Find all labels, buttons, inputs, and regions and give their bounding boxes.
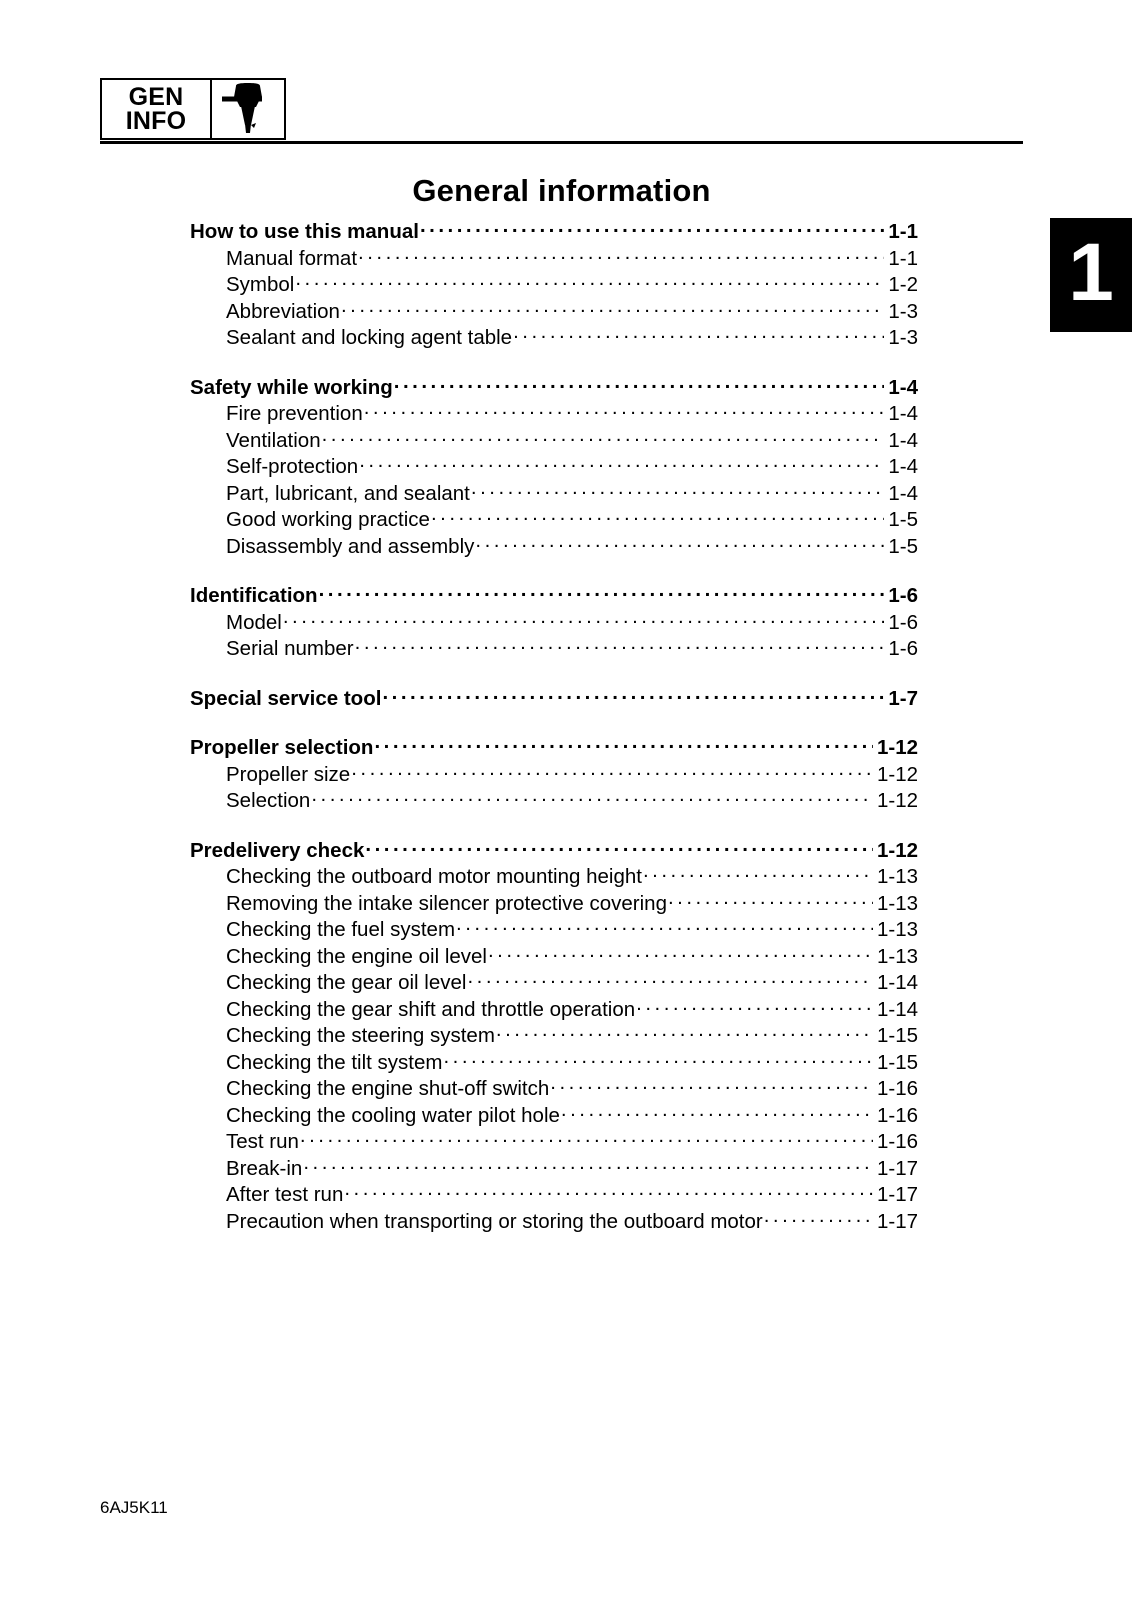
toc-leader-dots xyxy=(550,1079,873,1095)
toc-item-page: 1-1 xyxy=(888,246,918,270)
toc-leader-dots xyxy=(311,791,873,807)
toc-section-row[interactable] xyxy=(190,736,918,763)
toc-item-row[interactable] xyxy=(190,1183,918,1210)
outboard-motor-icon xyxy=(212,80,284,138)
table-of-contents xyxy=(190,220,918,1236)
toc-item-row[interactable] xyxy=(190,918,918,945)
toc-item-page: 1-5 xyxy=(888,508,918,531)
toc-item-row[interactable] xyxy=(190,789,918,816)
toc-item-label: Serial number xyxy=(226,637,354,660)
toc-leader-dots xyxy=(322,431,885,447)
toc-leader-dots xyxy=(351,765,873,781)
toc-item-row[interactable] xyxy=(190,247,918,274)
toc-item-row[interactable] xyxy=(190,1157,918,1184)
toc-item-label: Checking the cooling water pilot hole xyxy=(226,1103,560,1127)
toc-item-row[interactable] xyxy=(190,429,918,456)
toc-item-page: 1-5 xyxy=(888,534,918,558)
toc-leader-dots xyxy=(643,867,873,883)
toc-group xyxy=(190,220,918,353)
toc-item-label: Model xyxy=(226,610,282,634)
toc-section-label: How to use this manual xyxy=(190,220,419,243)
toc-leader-dots xyxy=(467,973,873,989)
toc-item-page: 1-12 xyxy=(876,789,918,812)
toc-item-page: 1-16 xyxy=(876,1103,918,1127)
toc-section-page: 1-12 xyxy=(876,838,918,862)
toc-item-label: Ventilation xyxy=(226,428,321,452)
toc-item-page: 1-13 xyxy=(876,891,918,915)
toc-leader-dots xyxy=(475,537,884,553)
toc-item-row[interactable] xyxy=(190,1024,918,1051)
toc-item-label: Abbreviation xyxy=(226,299,340,323)
toc-item-label: Good working practice xyxy=(226,508,430,531)
toc-item-label: Break-in xyxy=(226,1156,303,1180)
toc-item-label: Fire prevention xyxy=(226,402,363,425)
toc-item-page: 1-15 xyxy=(876,1024,918,1047)
toc-item-row[interactable] xyxy=(190,611,918,638)
toc-item-label: Precaution when transporting or storing the outboard motor xyxy=(226,1209,763,1233)
toc-item-page: 1-15 xyxy=(876,1050,918,1074)
chapter-tab-number: 1 xyxy=(1068,227,1114,318)
toc-leader-dots xyxy=(365,841,873,857)
toc-leader-dots xyxy=(668,894,873,910)
toc-section-page: 1-12 xyxy=(876,736,918,759)
toc-item-page: 1-3 xyxy=(888,299,918,323)
toc-leader-dots xyxy=(636,1000,873,1016)
toc-item-page: 1-3 xyxy=(888,326,918,349)
toc-section-row[interactable] xyxy=(190,839,918,866)
chapter-tab-marker xyxy=(1050,218,1132,332)
toc-item-page: 1-4 xyxy=(888,428,918,452)
toc-leader-dots xyxy=(764,1212,873,1228)
toc-item-label: Checking the engine oil level xyxy=(226,944,487,968)
toc-item-page: 1-2 xyxy=(888,273,918,296)
toc-leader-dots xyxy=(443,1053,872,1069)
toc-item-page: 1-4 xyxy=(888,481,918,505)
toc-item-page: 1-12 xyxy=(876,762,918,786)
toc-item-page: 1-4 xyxy=(888,455,918,478)
toc-item-label: Checking the gear shift and throttle operation xyxy=(226,997,636,1021)
toc-leader-dots xyxy=(394,378,885,394)
toc-item-row[interactable] xyxy=(190,300,918,327)
chapter-badge-line1: GEN xyxy=(128,82,184,111)
toc-section-label: Propeller selection xyxy=(190,736,374,759)
toc-item-row[interactable] xyxy=(190,637,918,664)
toc-item-page: 1-16 xyxy=(876,1077,918,1100)
toc-item-label: Manual format xyxy=(226,246,358,270)
toc-section-row[interactable] xyxy=(190,584,918,611)
toc-leader-dots xyxy=(471,484,884,500)
toc-section-page: 1-1 xyxy=(888,220,918,243)
toc-section-row[interactable] xyxy=(190,376,918,403)
toc-section-label: Identification xyxy=(190,584,318,607)
toc-item-label: After test run xyxy=(226,1183,344,1206)
toc-leader-dots xyxy=(295,275,884,291)
toc-item-row[interactable] xyxy=(190,508,918,535)
toc-leader-dots xyxy=(496,1026,873,1042)
toc-item-row[interactable] xyxy=(190,865,918,892)
chapter-badge xyxy=(100,78,286,140)
toc-item-page: 1-16 xyxy=(876,1130,918,1153)
toc-item-label: Checking the engine shut-off switch xyxy=(226,1077,550,1100)
page-title: General information xyxy=(412,172,711,208)
toc-leader-dots xyxy=(561,1106,873,1122)
toc-item-row[interactable] xyxy=(190,1210,918,1237)
toc-item-label: Checking the outboard motor mounting height xyxy=(226,865,642,888)
toc-item-row[interactable] xyxy=(190,971,918,998)
toc-item-row[interactable] xyxy=(190,1051,918,1078)
toc-item-row[interactable] xyxy=(190,402,918,429)
toc-section-row[interactable] xyxy=(190,687,918,714)
toc-item-row[interactable] xyxy=(190,1130,918,1157)
chapter-badge-label xyxy=(102,80,212,138)
toc-leader-dots xyxy=(355,639,885,655)
toc-group xyxy=(190,376,918,562)
toc-item-page: 1-13 xyxy=(876,944,918,968)
toc-item-row[interactable] xyxy=(190,326,918,353)
toc-item-row[interactable] xyxy=(190,273,918,300)
toc-group xyxy=(190,687,918,714)
toc-section-label: Safety while working xyxy=(190,375,393,399)
toc-item-label: Propeller size xyxy=(226,762,351,786)
toc-item-label: Self-protection xyxy=(226,455,359,478)
toc-item-page: 1-14 xyxy=(876,971,918,994)
toc-section-row[interactable] xyxy=(190,220,918,247)
toc-group xyxy=(190,736,918,816)
toc-item-row[interactable] xyxy=(190,945,918,972)
toc-item-label: Checking the gear oil level xyxy=(226,971,467,994)
toc-item-label: Symbol xyxy=(226,273,295,296)
toc-leader-dots xyxy=(456,920,873,936)
toc-leader-dots xyxy=(420,222,884,238)
toc-group xyxy=(190,839,918,1237)
toc-item-page: 1-17 xyxy=(876,1156,918,1180)
toc-item-label: Checking the steering system xyxy=(226,1024,495,1047)
toc-leader-dots xyxy=(344,1185,873,1201)
toc-item-page: 1-17 xyxy=(876,1209,918,1233)
toc-section-page: 1-7 xyxy=(888,686,918,710)
toc-item-page: 1-13 xyxy=(876,865,918,888)
toc-group xyxy=(190,584,918,664)
toc-item-page: 1-6 xyxy=(888,637,918,660)
toc-section-page: 1-6 xyxy=(888,584,918,607)
chapter-badge-line2: INFO xyxy=(125,107,187,135)
toc-leader-dots xyxy=(374,738,873,754)
header-divider-rule xyxy=(100,141,1023,144)
toc-item-row[interactable] xyxy=(190,892,918,919)
toc-item-row[interactable] xyxy=(190,1077,918,1104)
toc-item-row[interactable] xyxy=(190,535,918,562)
footer-document-code: 6AJ5K11 xyxy=(100,1498,168,1517)
toc-item-label: Test run xyxy=(226,1130,299,1153)
toc-section-page: 1-4 xyxy=(888,375,918,399)
toc-leader-dots xyxy=(319,586,885,602)
toc-item-row[interactable] xyxy=(190,482,918,509)
toc-item-label: Checking the fuel system xyxy=(226,918,456,941)
toc-item-row[interactable] xyxy=(190,455,918,482)
toc-item-label: Part, lubricant, and sealant xyxy=(226,481,470,505)
toc-leader-dots xyxy=(382,689,884,705)
toc-leader-dots xyxy=(359,457,884,473)
toc-item-label: Checking the tilt system xyxy=(226,1050,443,1074)
toc-leader-dots xyxy=(431,510,884,526)
toc-leader-dots xyxy=(364,404,885,420)
toc-item-page: 1-13 xyxy=(876,918,918,941)
toc-item-page: 1-17 xyxy=(876,1183,918,1206)
toc-leader-dots xyxy=(303,1159,873,1175)
toc-leader-dots xyxy=(300,1132,873,1148)
toc-leader-dots xyxy=(283,613,885,629)
toc-leader-dots xyxy=(513,328,884,344)
toc-leader-dots xyxy=(341,302,884,318)
toc-item-label: Removing the intake silencer protective covering xyxy=(226,891,667,915)
toc-item-label: Sealant and locking agent table xyxy=(226,326,513,349)
toc-item-row[interactable] xyxy=(190,763,918,790)
toc-item-page: 1-4 xyxy=(888,402,918,425)
toc-item-label: Selection xyxy=(226,789,311,812)
toc-section-label: Predelivery check xyxy=(190,838,365,862)
toc-leader-dots xyxy=(358,249,884,265)
toc-item-row[interactable] xyxy=(190,998,918,1025)
toc-item-row[interactable] xyxy=(190,1104,918,1131)
toc-leader-dots xyxy=(488,947,873,963)
toc-item-page: 1-6 xyxy=(888,610,918,634)
toc-section-label: Special service tool xyxy=(190,686,382,710)
toc-item-page: 1-14 xyxy=(876,997,918,1021)
toc-item-label: Disassembly and assembly xyxy=(226,534,475,558)
